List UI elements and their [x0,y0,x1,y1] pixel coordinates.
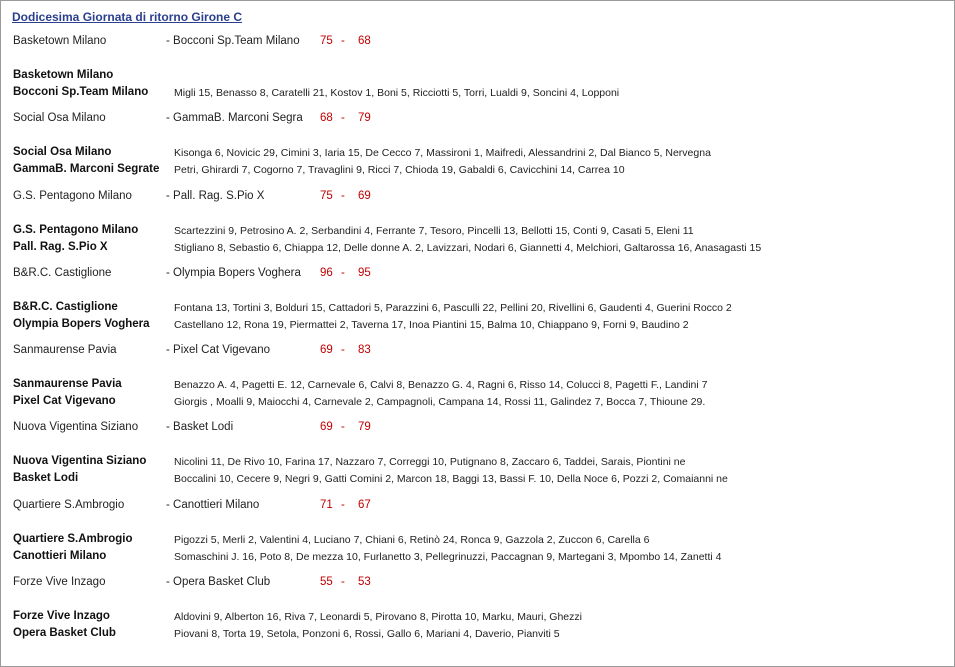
home-team: Quartiere S.Ambrogio [13,499,125,511]
roster-players: Nicolini 11, De Rivo 10, Farina 17, Nazzaro 7, Correggi 10, Putignano 8, Zaccaro 6, Taddei, Sarais, Piontini ne [174,456,686,468]
home-score: 55 [320,576,333,588]
roster-team: Social Osa Milano [13,146,112,158]
away-score: 69 [358,190,371,202]
roster-team: Pixel Cat Vigevano [13,395,116,407]
match-row [13,112,943,128]
away-team: - Pixel Cat Vigevano [166,344,270,356]
score-separator: - [341,576,345,588]
roster-players: Boccalini 10, Cecere 9, Negri 9, Gatti Comini 2, Marcon 18, Baggi 13, Bassi F. 10, Della Noce 6, Pozzi 2, Comaianni ne [174,473,728,485]
roster-team: Sanmaurense Pavia [13,378,122,390]
roster-players: Kisonga 6, Novicic 29, Cimini 3, Iaria 15, De Cecco 7, Massironi 1, Maifredi, Alessandrini 2, Dal Bianco 5, Nervegna [174,147,711,159]
away-team: - GammaB. Marconi Segra [166,112,303,124]
roster-row [13,550,943,567]
roster-players: Stigliano 8, Sebastio 6, Chiappa 12, Delle donne A. 2, Lavizzari, Nodari 6, Giannetti 4, Melchiori, Galtarossa 16, Anasagasti 15 [174,242,762,254]
roster-team: Olympia Bopers Voghera [13,318,150,330]
home-team: Forze Vive Inzago [13,576,106,588]
score-separator: - [341,344,345,356]
home-score: 71 [320,499,333,511]
roster-row [13,241,943,258]
away-score: 83 [358,344,371,356]
roster-players: Somaschini J. 16, Poto 8, De mezza 10, Furlanetto 3, Pellegrinuzzi, Paccagnan 9, Martegani 3, Mpombo 14, Zanetti 4 [174,551,722,563]
score-separator: - [341,499,345,511]
match-row [13,421,943,437]
roster-row [13,455,943,472]
roster-row [13,533,943,550]
roster-row [13,610,943,627]
roster-team: B&R.C. Castiglione [13,301,118,313]
roster-row [13,69,943,86]
roster-players: Fontana 13, Tortini 3, Bolduri 15, Cattadori 5, Parazzini 6, Pasculli 22, Pellini 20, Rivellini 6, Gaudenti 4, Guerini Rocco 2 [174,302,732,314]
home-team: Sanmaurense Pavia [13,344,117,356]
home-score: 69 [320,421,333,433]
score-separator: - [341,190,345,202]
roster-row [13,472,943,489]
roster-row [13,146,943,163]
roster-players: Scartezzini 9, Petrosino A. 2, Serbandini 4, Ferrante 7, Tesoro, Pincelli 13, Bellotti 15, Conti 9, Casati 5, Eleni 11 [174,225,694,237]
home-score: 75 [320,190,333,202]
score-separator: - [341,421,345,433]
roster-players: Pigozzi 5, Merli 2, Valentini 4, Luciano 7, Chiani 6, Retinò 24, Ronca 9, Gazzola 2, Zuccon 6, Carella 6 [174,534,650,546]
away-score: 67 [358,499,371,511]
roster-players: Giorgis , Moalli 9, Maiocchi 4, Carnevale 2, Campagnoli, Campana 14, Rossi 11, Galindez 7, Bocca 7, Thioune 29. [174,396,706,408]
away-team: - Canottieri Milano [166,499,260,511]
match-row [13,35,943,51]
match-row [13,190,943,206]
match-row [13,576,943,592]
roster-team: G.S. Pentagono Milano [13,224,139,236]
roster-team: Opera Basket Club [13,627,116,639]
page-title[interactable]: Dodicesima Giornata di ritorno Girone C [12,10,243,24]
score-separator: - [341,35,345,47]
roster-row [13,301,943,318]
away-score: 79 [358,112,371,124]
roster-row [13,163,943,180]
match-row [13,344,943,360]
score-separator: - [341,267,345,279]
roster-team: Quartiere S.Ambrogio [13,533,133,545]
roster-team: GammaB. Marconi Segrate [13,163,160,175]
home-score: 69 [320,344,333,356]
roster-team: Nuova Vigentina Siziano [13,455,147,467]
away-score: 53 [358,576,371,588]
home-team: B&R.C. Castiglione [13,267,112,279]
match-row [13,267,943,283]
away-team: - Pall. Rag. S.Pio X [166,190,265,202]
roster-team: Pall. Rag. S.Pio X [13,241,108,253]
away-score: 79 [358,421,371,433]
roster-players: Aldovini 9, Alberton 16, Riva 7, Leonardi 5, Pirovano 8, Pirotta 10, Marku, Mauri, Ghezzi [174,611,582,623]
match-row [13,499,943,515]
home-score: 75 [320,35,333,47]
roster-team: Forze Vive Inzago [13,610,110,622]
home-team: Basketown Milano [13,35,107,47]
home-team: Nuova Vigentina Siziano [13,421,139,433]
roster-players: Benazzo A. 4, Pagetti E. 12, Carnevale 6, Calvi 8, Benazzo G. 4, Ragni 6, Risso 14, Colucci 8, Pagetti F., Landini 7 [174,379,708,391]
roster-players: Castellano 12, Rona 19, Piermattei 2, Taverna 17, Inoa Piantini 15, Balma 10, Chiappano 9, Forni 9, Baudino 2 [174,319,689,331]
roster-row [13,378,943,395]
home-score: 68 [320,112,333,124]
roster-row [13,318,943,335]
roster-row [13,627,943,644]
home-team: Social Osa Milano [13,112,106,124]
roster-row [13,224,943,241]
roster-team: Canottieri Milano [13,550,107,562]
roster-row [13,86,943,103]
roster-players: Piovani 8, Torta 19, Setola, Ponzoni 6, Rossi, Gallo 6, Mariani 4, Daverio, Pianviti 5 [174,628,560,640]
away-score: 95 [358,267,371,279]
roster-players: Petri, Ghirardi 7, Cogorno 7, Travaglini 9, Ricci 7, Chioda 19, Gabaldi 6, Cavicchini 14, Carrea 10 [174,164,625,176]
roster-team: Basketown Milano [13,69,114,81]
home-score: 96 [320,267,333,279]
away-team: - Basket Lodi [166,421,234,433]
roster-team: Basket Lodi [13,472,79,484]
away-team: - Bocconi Sp.Team Milano [166,35,300,47]
away-team: - Olympia Bopers Voghera [166,267,301,279]
roster-players: Migli 15, Benasso 8, Caratelli 21, Kostov 1, Boni 5, Ricciotti 5, Torri, Lualdi 9, Soncini 4, Lopponi [174,87,620,99]
away-team: - Opera Basket Club [166,576,271,588]
roster-row [13,395,943,412]
away-score: 68 [358,35,371,47]
home-team: G.S. Pentagono Milano [13,190,132,202]
score-separator: - [341,112,345,124]
roster-team: Bocconi Sp.Team Milano [13,86,149,98]
